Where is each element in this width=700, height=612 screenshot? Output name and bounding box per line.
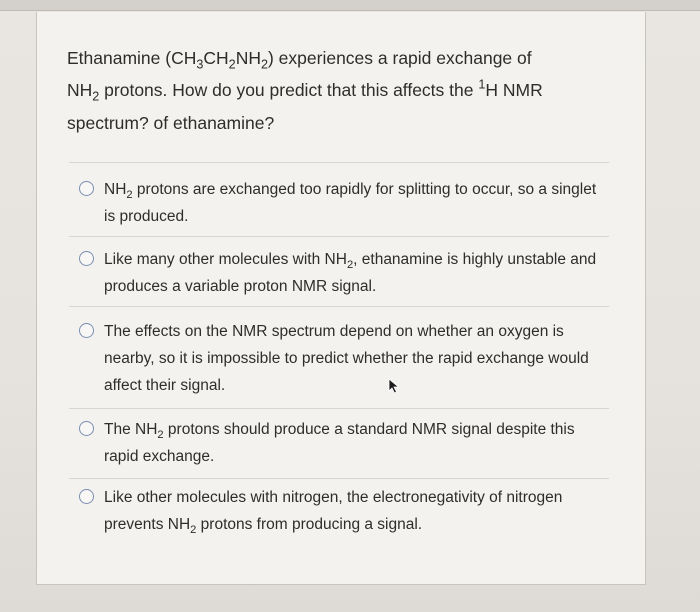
question-text: protons. How do you predict that this affects the	[99, 80, 479, 101]
question-text: NH	[235, 48, 261, 68]
subscript: 2	[260, 57, 268, 72]
subscript: 2	[346, 258, 354, 271]
superscript: 1	[478, 77, 486, 92]
radio-button[interactable]	[79, 251, 94, 266]
answer-option-label	[104, 416, 599, 470]
question-prompt	[67, 42, 607, 139]
subscript: 2	[190, 524, 197, 537]
question-text: spectrum? of ethanamine?	[67, 112, 275, 133]
question-text: H NMR	[485, 80, 543, 101]
answer-option-3[interactable]	[79, 318, 599, 399]
option-text: Like other molecules with nitrogen, the electronegativity of nitrogen prevents NH	[104, 489, 563, 534]
option-text: protons from producing a signal.	[196, 516, 423, 534]
question-text: CH	[203, 48, 229, 68]
answer-option-label	[104, 176, 599, 230]
radio-button[interactable]	[79, 421, 94, 436]
option-text: The effects on the NMR spectrum depend on whether an oxygen is nearby, so it is impossible to predict whether the rapid exchange would affect their signal.	[104, 323, 589, 395]
answer-option-label	[104, 484, 599, 538]
option-text: protons are exchanged too rapidly for splitting to occur, so a singlet is produced.	[104, 181, 597, 226]
answer-option-4[interactable]	[79, 416, 599, 470]
question-text: ) experiences a rapid exchange of	[267, 48, 532, 68]
answer-option-1[interactable]	[79, 176, 599, 230]
option-text: NH	[104, 181, 127, 198]
subscript: 2	[126, 188, 133, 201]
subscript: 2	[92, 89, 100, 104]
mouse-pointer-icon	[388, 378, 400, 394]
option-text: protons should produce a standard NMR signal despite this rapid exchange.	[104, 421, 575, 466]
option-text: Like many other molecules with NH	[104, 251, 347, 268]
divider	[69, 408, 609, 409]
divider	[69, 478, 609, 479]
radio-button[interactable]	[79, 489, 94, 504]
answer-option-2[interactable]	[79, 246, 599, 300]
subscript: 2	[157, 428, 164, 441]
answer-option-label	[104, 318, 599, 399]
question-card	[36, 12, 646, 585]
divider	[69, 162, 609, 163]
option-text: The NH	[104, 421, 158, 438]
question-text: NH	[67, 80, 93, 101]
option-text: , ethanamine is highly unstable and produces a variable proton NMR signal.	[104, 251, 597, 296]
question-text: Ethanamine (CH	[67, 48, 197, 68]
radio-button[interactable]	[79, 323, 94, 338]
answer-option-5[interactable]	[79, 484, 599, 538]
radio-button[interactable]	[79, 181, 94, 196]
subscript: 2	[228, 57, 236, 72]
subscript: 3	[196, 57, 204, 72]
divider	[69, 236, 609, 237]
window-top-edge	[0, 0, 700, 11]
divider	[69, 306, 609, 307]
answer-option-label	[104, 246, 599, 300]
